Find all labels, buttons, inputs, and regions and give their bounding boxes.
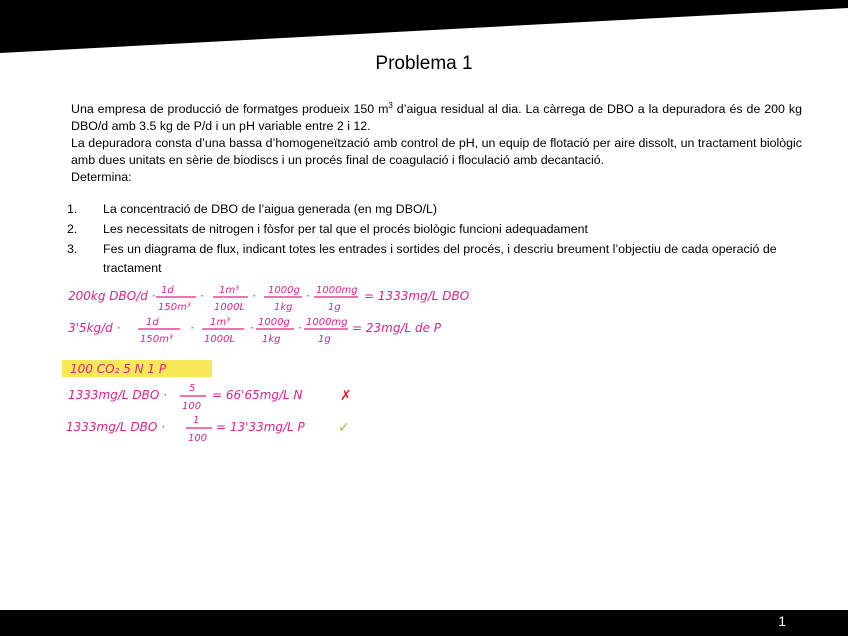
hw-line2-result: = 23mg/L de P <box>352 321 442 335</box>
hw-phosphorus-lead: 1333mg/L DBO · <box>66 420 165 434</box>
slide-title: Problema 1 <box>375 53 473 74</box>
svg-text:·: · <box>200 289 204 303</box>
hw-line2-den2: 1kg <box>262 334 281 345</box>
statement-paragraph-2: La depuradora consta d’una bassa d’homogeneïtzació amb control de pH, un equip de flotació per aire dissolt, un tractament biològic amb dues unitats en sèrie de biodiscs i un procés final de coagulació i floculació amb decantació. <box>71 136 802 168</box>
hw-line1-num0: 1d <box>161 285 174 296</box>
statement-paragraph-1: Una empresa de producció de formatges produeix 150 $m^3$ d’aigua residual al dia. La càrrega de DBO a la depuradora és de 200 kg DBO/d amb 3.5 kg de P/d i un pH variable entre 2 i 12. <box>71 101 802 134</box>
svg-text:·: · <box>190 321 194 335</box>
hw-line1-den1: 1000L <box>214 302 246 313</box>
hw-nitrogen-lead: 1333mg/L DBO · <box>68 388 167 402</box>
svg-text:·: · <box>250 321 254 335</box>
hw-line1-num1: 1m³ <box>219 285 240 296</box>
hw-line2-den3: 1g <box>318 334 331 345</box>
top-black-band <box>0 0 848 56</box>
hw-line2-den1: 1000L <box>204 334 236 345</box>
hw-phosphorus-den: 100 <box>188 433 208 444</box>
hw-nitrogen-den: 100 <box>182 401 202 412</box>
hw-phosphorus-num: 1 <box>193 415 200 426</box>
hw-line2-num3: 1000mg <box>306 317 348 328</box>
handwritten-solution <box>0 270 848 450</box>
hw-line1-num2: 1000g <box>268 285 300 296</box>
svg-text:·: · <box>252 289 256 303</box>
statement-paragraph-3: Determina: <box>71 170 132 185</box>
hw-line1-den3: 1g <box>328 302 341 313</box>
hw-line2-den0: 150m³ <box>140 334 173 345</box>
svg-text:·: · <box>298 321 302 335</box>
hw-line1-result: = 1333mg/L DBO <box>364 289 470 303</box>
hw-line1-num3: 1000mg <box>316 285 358 296</box>
task-item: 1. La concentració de DBO de l’aigua generada (en mg DBO/L) <box>67 202 438 216</box>
task-list <box>67 200 802 279</box>
page-number: 1 <box>778 613 786 629</box>
cross-mark-icon: ✗ <box>340 388 352 404</box>
problem-statement <box>71 97 802 186</box>
hw-line1-den0: 150m³ <box>158 302 191 313</box>
svg-text:·: · <box>306 289 310 303</box>
hw-ratio: 100 CO₂ 5 N 1 P <box>70 362 167 376</box>
hw-line2-lead: 3'5kg/d · <box>68 321 121 335</box>
hw-line1-lead: 200kg DBO/d · <box>68 289 156 303</box>
hw-nitrogen-result: = 66'65mg/L N <box>212 388 303 402</box>
task-item: 3. Fes un diagrama de flux, indicant totes les entrades i sortides del procés, i descriu breument l’objectiu de cada operació de tractament <box>67 242 777 275</box>
hw-line2-num1: 1m³ <box>210 317 231 328</box>
hw-nitrogen-num: 5 <box>189 383 196 394</box>
hw-line2-num0: 1d <box>146 317 159 328</box>
task-item: 2. Les necessitats de nitrogen i fòsfor per tal que el procés biològic funcioni adequadament <box>67 222 588 236</box>
check-mark-icon: ✓ <box>338 420 350 436</box>
hw-line2-num2: 1000g <box>258 317 290 328</box>
hw-line1-den2: 1kg <box>274 302 293 313</box>
bottom-bar <box>0 610 848 636</box>
hw-phosphorus-result: = 13'33mg/L P <box>216 420 305 434</box>
